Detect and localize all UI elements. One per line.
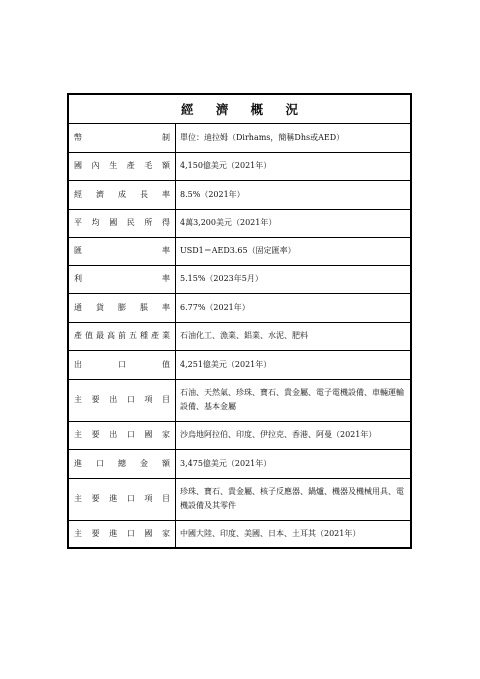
row-label-text: 幣 制 [74, 132, 170, 142]
row-value: 珍珠、寶石、貴金屬、核子反應器、鍋爐、機器及機械用具、電機設備及其零件 [176, 478, 411, 520]
row-value: 單位：迪拉姆（Dirhams，簡稱Dhs或AED） [180, 132, 345, 142]
row-label [69, 520, 176, 547]
row-label [69, 209, 176, 237]
table-row [69, 350, 410, 379]
row-label [69, 237, 176, 265]
row-value: 4,251億美元（2021年） [176, 350, 411, 379]
table-row [69, 478, 410, 520]
row-value: 中國大陸、印度、美國、日本、土耳其（2021年） [176, 520, 411, 547]
row-label-text: 主 要 進 口 項 目 [74, 494, 170, 503]
row-label-text: 經 濟 成 長 率 [74, 189, 170, 199]
table-row [69, 293, 410, 322]
row-label-text: 出 口 值 [74, 359, 170, 369]
row-value: USD1＝AED3.65（固定匯率） [176, 237, 411, 265]
row-label [69, 124, 176, 152]
row-label [69, 449, 176, 478]
row-label-text: 平 均 國 民 所 得 [74, 218, 170, 227]
row-label-text: 利 率 [74, 274, 170, 283]
table-row [69, 379, 410, 421]
table-row [69, 209, 410, 237]
table-row [69, 520, 410, 547]
row-label-text: 匯 率 [74, 246, 170, 255]
row-label [69, 322, 176, 350]
table-title: 經 濟 概 況 [69, 95, 410, 124]
row-label [69, 265, 176, 293]
table-row [69, 237, 410, 265]
table-row [69, 449, 410, 478]
table-row [69, 180, 410, 209]
row-value: 5.15%（2023年5月） [176, 265, 411, 293]
row-label [69, 293, 176, 322]
economic-overview-table [67, 93, 412, 549]
row-label [69, 152, 176, 180]
row-value: 4,150億美元（2021年） [176, 152, 411, 180]
row-label-text: 進 口 總 金 額 [74, 458, 170, 468]
row-label [69, 421, 176, 449]
row-value: 4萬3,200美元（2021年） [176, 209, 411, 237]
row-value: 沙烏地阿拉伯、印度、伊拉克、香港、阿曼（2021年） [176, 421, 411, 449]
row-label-text: 通 貨 膨 脹 率 [74, 302, 170, 312]
table-row [69, 124, 410, 152]
row-value: 6.77%（2021年） [176, 293, 411, 322]
row-label [69, 350, 176, 379]
row-value: 3,475億美元（2021年） [176, 449, 411, 478]
row-label-text: 國 內 生 產 毛 額 [74, 161, 170, 170]
row-value: 8.5%（2021年） [176, 180, 411, 209]
row-value: 石油、天然氣、珍珠、寶石、貴金屬、電子電機設備、車輛運輸設備、基本金屬 [176, 379, 411, 421]
row-label-text: 主 要 出 口 項 目 [74, 395, 170, 404]
table-row [69, 265, 410, 293]
table-row [69, 421, 410, 449]
overview-grid [69, 124, 410, 547]
row-label [69, 379, 176, 421]
table-row [69, 152, 410, 180]
table-row [69, 322, 410, 350]
row-label-text: 主 要 出 口 國 家 [74, 430, 170, 439]
row-label [69, 180, 176, 209]
row-label-text: 主 要 進 口 國 家 [74, 528, 170, 538]
row-label [69, 478, 176, 520]
row-value: 石油化工、漁業、鋁業、水泥、肥料 [176, 322, 411, 350]
row-label-text: 產 值 最 高 前 五 種 產 業 [74, 331, 170, 340]
